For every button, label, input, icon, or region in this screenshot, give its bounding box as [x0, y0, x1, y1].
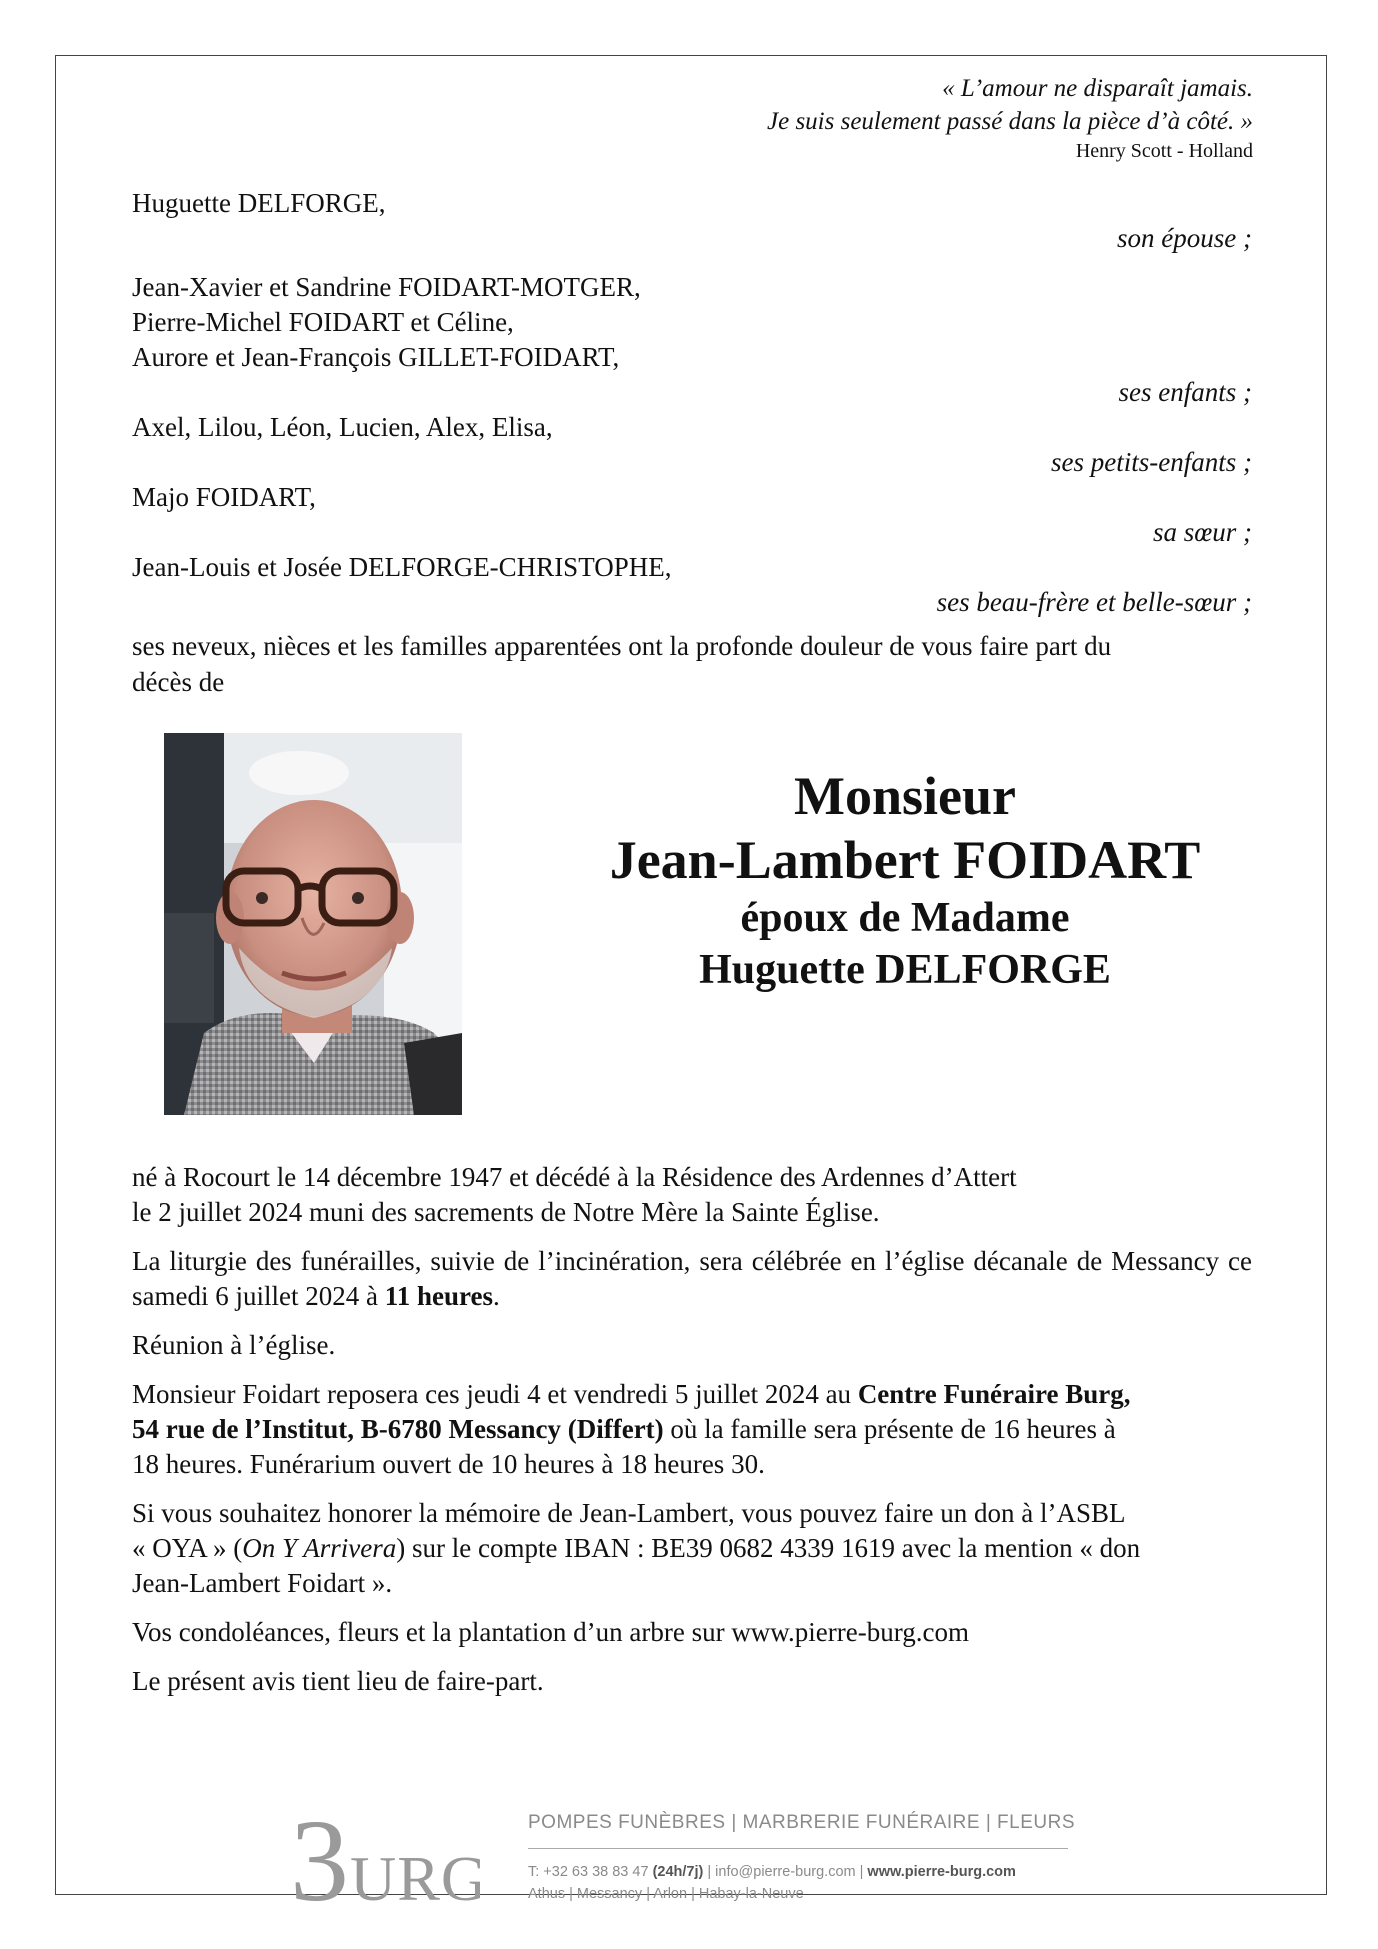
child-line: Pierre-Michel FOIDART et Céline, — [132, 307, 514, 337]
condolences-paragraph: Vos condoléances, fleurs et la plantation d’un arbre sur www.pierre-burg.com — [132, 1617, 969, 1647]
birth-line-1: né à Rocourt le 14 décembre 1947 et décédé à la Résidence des Ardennes d’Attert — [132, 1162, 1017, 1192]
notice-body — [132, 1160, 1252, 1713]
sister-relation: sa sœur ; — [1152, 517, 1252, 547]
intro-line-2: décès de — [132, 667, 225, 697]
logo-initial: 3 — [290, 1812, 349, 1904]
deceased-title: Monsieur — [794, 766, 1016, 826]
deceased-photo — [164, 733, 462, 1115]
children-relation: ses enfants ; — [1118, 377, 1252, 407]
footer-phone: T: +32 63 38 83 47 — [528, 1864, 653, 1880]
notice-paragraph: Le présent avis tient lieu de faire-part. — [132, 1666, 544, 1696]
liturgy-end: . — [492, 1281, 500, 1311]
epigraph — [767, 72, 1253, 164]
spouse-name: Huguette DELFORGE, — [132, 188, 386, 218]
grandchildren-line: Axel, Lilou, Léon, Lucien, Alex, Elisa, — [132, 412, 553, 442]
intro-line-1: ses neveux, nièces et les familles apparentées ont la profonde douleur de vous faire part du — [132, 631, 1112, 661]
spouse-relation: son épouse ; — [1117, 223, 1252, 253]
deceased-name-block — [520, 764, 1290, 996]
footer-divider — [528, 1848, 1068, 1849]
quote-author: Henry Scott - Holland — [1075, 140, 1253, 162]
spouse-of-name: Huguette DELFORGE — [699, 947, 1111, 993]
liturgy-time: 11 heures — [384, 1281, 493, 1311]
footer-locations: Athus | Messancy | Arlon | Habay-la-Neuve — [528, 1886, 804, 1902]
donation-org: « OYA » ( — [132, 1533, 243, 1563]
donation-paragraph — [132, 1496, 1252, 1601]
footer-email[interactable]: | info@pierre-burg.com | — [703, 1864, 868, 1880]
footer-website[interactable]: www.pierre-burg.com — [867, 1864, 1016, 1880]
donation-iban: ) sur le compte IBAN : BE39 0682 4339 1619 avec la mention « don — [396, 1533, 1141, 1563]
grandchildren-relation: ses petits-enfants ; — [1051, 447, 1252, 477]
footer-phone-hours: (24h/7j) — [652, 1864, 704, 1880]
footer-info — [528, 1812, 1075, 1905]
family-list — [132, 186, 1252, 620]
rest-paragraph — [132, 1377, 1252, 1482]
rest-place-1: Centre Funéraire Burg, — [857, 1379, 1131, 1409]
footer-services: POMPES FUNÈBRES | MARBRERIE FUNÉRAIRE | FLEURS — [528, 1812, 1076, 1833]
footer-contact — [528, 1861, 1075, 1883]
reunion-paragraph: Réunion à l’église. — [132, 1330, 336, 1360]
logo-letters: URG — [350, 1843, 480, 1904]
portrait-illustration — [164, 733, 462, 1115]
burg-logo-mark — [290, 1812, 480, 1904]
child-line: Aurore et Jean-François GILLET-FOIDART, — [132, 342, 620, 372]
donation-line-3: Jean-Lambert Foidart ». — [132, 1568, 393, 1598]
rest-text: Monsieur Foidart reposera ces jeudi 4 et vendredi 5 juillet 2024 au — [132, 1379, 858, 1409]
intro-text — [132, 628, 1262, 700]
child-line: Jean-Xavier et Sandrine FOIDART-MOTGER, — [132, 272, 641, 302]
donation-line-1: Si vous souhaitez honorer la mémoire de Jean-Lambert, vous pouvez faire un don à l’ASBL — [132, 1498, 1126, 1528]
inlaws-line: Jean-Louis et Josée DELFORGE-CHRISTOPHE, — [132, 552, 672, 582]
donation-org-full: On Y Arrivera — [242, 1533, 397, 1563]
rest-place-2: 54 rue de l’Institut, B-6780 Messancy (Differt) — [132, 1414, 664, 1444]
birth-line-2: le 2 juillet 2024 muni des sacrements de Notre Mère la Sainte Église. — [132, 1197, 880, 1227]
liturgy-text: La liturgie des funérailles, suivie de l’incinération, sera célébrée en l’église décanale de Messancy ce samedi 6 juillet 2024 à — [132, 1246, 1252, 1311]
quote-line-2: Je suis seulement passé dans la pièce d’à côté. » — [767, 108, 1253, 135]
burg-logo — [290, 1812, 480, 1909]
deceased-name: Jean-Lambert FOIDART — [609, 830, 1201, 890]
rest-hours-2: 18 heures. Funérarium ouvert de 10 heures à 18 heures 30. — [132, 1449, 765, 1479]
spouse-of-line: époux de Madame — [740, 895, 1070, 941]
inlaws-relation: ses beau-frère et belle-sœur ; — [936, 587, 1252, 617]
rest-hours: où la famille sera présente de 16 heures à — [663, 1414, 1116, 1444]
sister-line: Majo FOIDART, — [132, 482, 316, 512]
liturgy-paragraph — [132, 1244, 1252, 1314]
quote-line-1: « L’amour ne disparaît jamais. — [942, 75, 1253, 102]
birth-death-paragraph — [132, 1160, 1252, 1230]
